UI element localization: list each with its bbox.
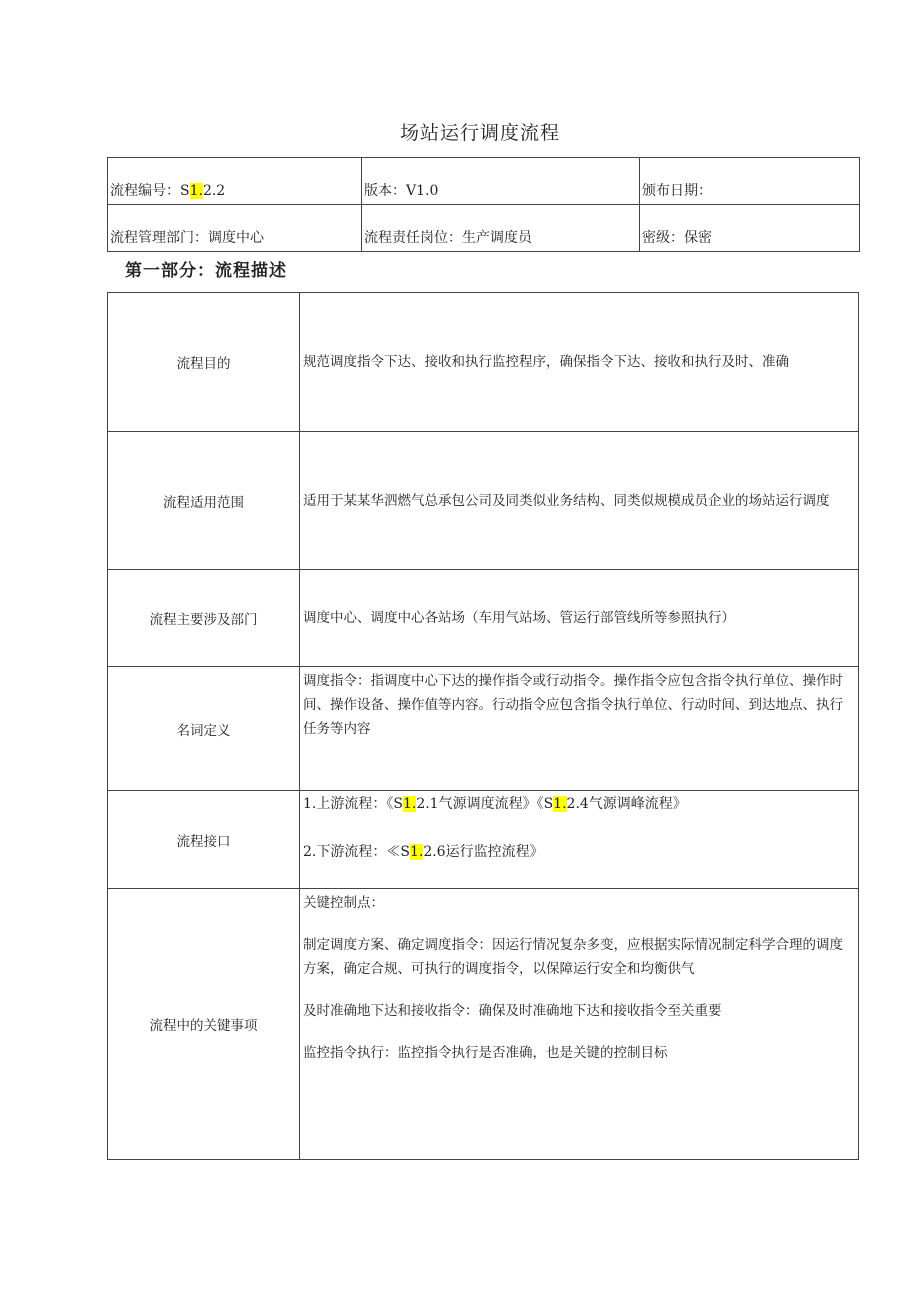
document-title: 场站运行调度流程 xyxy=(399,122,560,144)
upstream-highlight-1: 1. xyxy=(402,796,417,812)
interface-label: 流程接口 xyxy=(108,791,300,889)
upstream-prefix: 1.上游流程：《S xyxy=(303,796,403,812)
table-row-purpose xyxy=(108,293,859,432)
scope-label: 流程适用范围 xyxy=(108,432,300,570)
process-code-suffix: 2.2 xyxy=(202,183,226,199)
purpose-label: 流程目的 xyxy=(108,293,300,432)
table-row-scope xyxy=(108,432,859,570)
downstream-process xyxy=(303,840,854,864)
version-cell: 版本：V1.0 xyxy=(362,158,640,205)
purpose-text: 规范调度指令下达、接收和执行监控程序，确保指令下达、接收和执行及时、准确 xyxy=(303,354,789,370)
departments-content xyxy=(300,570,859,667)
departments-label: 流程主要涉及部门 xyxy=(108,570,300,667)
process-code-label: 流程编号： xyxy=(110,183,180,199)
purpose-content xyxy=(300,293,859,432)
interface-content xyxy=(300,791,859,889)
scope-content xyxy=(300,432,859,570)
key-point-monitor: 监控指令执行：监控指令执行是否准确，也是关键的控制目标 xyxy=(303,1045,668,1061)
scope-text: 适用于某某华泗燃气总承包公司及同类似业务结构、同类似规模成员企业的场站运行调度 xyxy=(303,492,830,509)
key-matters-label: 流程中的关键事项 xyxy=(108,889,300,1160)
process-description-table xyxy=(107,292,859,1160)
key-point-plan: 制定调度方案、确定调度指令：因运行情况复杂多变，应根据实际情况制定科学合理的调度方案，确定合规、可执行的调度指令，以保障运行安全和均衡供气 xyxy=(303,937,843,977)
terms-text: 调度指令：指调度中心下达的操作指令或行动指令。操作指令应包含指令执行单位、操作时间、操作设备、操作值等内容。行动指令应包含指令执行单位、行动时间、到达地点、执行任务等内容 xyxy=(303,673,843,737)
process-code-prefix: S xyxy=(180,183,190,199)
responsible-role-cell: 流程责任岗位：生产调度员 xyxy=(362,205,640,252)
upstream-middle: 2.1气源调度流程》《S xyxy=(416,796,554,812)
downstream-suffix: 2.6运行监控流程》 xyxy=(423,844,544,860)
upstream-suffix: 2.4气源调峰流程》 xyxy=(566,796,687,812)
managing-dept-cell: 流程管理部门：调度中心 xyxy=(108,205,362,252)
upstream-highlight-2: 1. xyxy=(553,796,567,812)
downstream-highlight: 1. xyxy=(409,844,424,860)
table-row-terms xyxy=(108,667,859,791)
table-row-departments xyxy=(108,570,859,667)
process-header-table xyxy=(107,157,860,252)
header-row-1 xyxy=(108,158,860,205)
departments-text: 调度中心、调度中心各站场（车用气站场、管运行部管线所等参照执行） xyxy=(303,610,735,626)
header-row-2 xyxy=(108,205,860,252)
table-row-key-matters xyxy=(108,889,859,1160)
terms-content xyxy=(300,667,859,791)
secrecy-cell: 密级：保密 xyxy=(640,205,860,252)
release-date-cell: 颁布日期： xyxy=(640,158,860,205)
process-code-cell xyxy=(108,158,362,205)
downstream-prefix: 2.下游流程：≪S xyxy=(303,844,410,860)
terms-label: 名词定义 xyxy=(108,667,300,791)
table-row-interface xyxy=(108,791,859,889)
key-point-issue: 及时准确地下达和接收指令：确保及时准确地下达和接收指令至关重要 xyxy=(303,1003,722,1019)
section-heading: 第一部分：流程描述 xyxy=(125,261,287,281)
key-matters-content xyxy=(300,889,859,1160)
upstream-process xyxy=(303,792,854,816)
process-code-highlight: 1. xyxy=(189,183,203,199)
key-control-heading: 关键控制点： xyxy=(303,895,384,911)
